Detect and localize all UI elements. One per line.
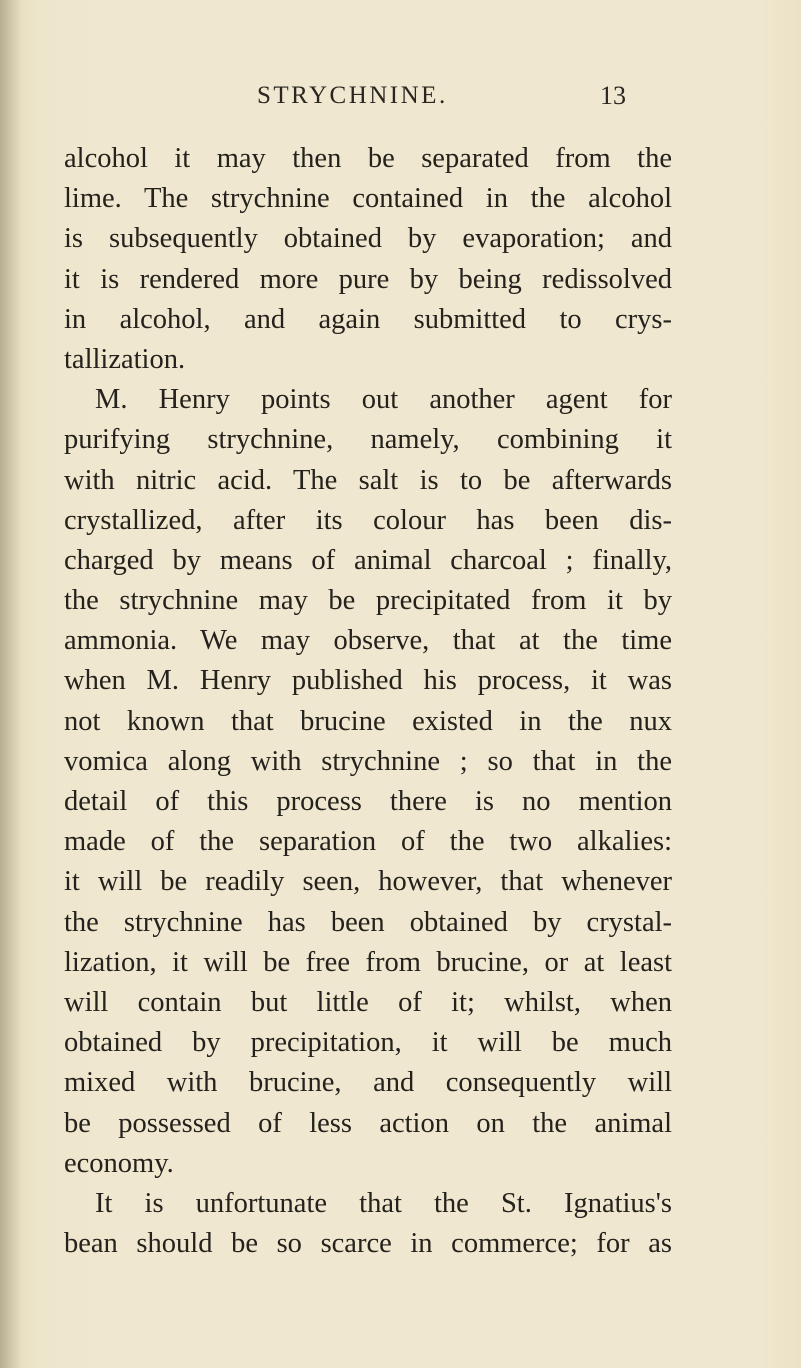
text-line: vomica along with strychnine ; so that in the: [64, 745, 672, 777]
running-title: STRYCHNINE.: [257, 82, 448, 109]
text-line: the strychnine has been obtained by crystal-: [64, 906, 672, 938]
text-line: lime. The strychnine contained in the alcohol: [64, 183, 672, 215]
page-gutter-shadow: [0, 0, 22, 1368]
text-line: it will be readily seen, however, that whenever: [64, 866, 672, 898]
paragraph-start-line: It is unfortunate that the St. Ignatius's: [95, 1187, 672, 1219]
text-line: purifying strychnine, namely, combining it: [64, 424, 672, 456]
text-line: will contain but little of it; whilst, when: [64, 986, 672, 1018]
text-line: charged by means of animal charcoal ; finally,: [64, 544, 672, 576]
text-line: ammonia. We may observe, that at the time: [64, 625, 672, 657]
text-line: the strychnine may be precipitated from it by: [64, 585, 672, 617]
page-number: 13: [600, 81, 626, 110]
text-line: when M. Henry published his process, it was: [64, 665, 672, 697]
text-line: crystallized, after its colour has been dis-: [64, 504, 672, 536]
text-line: be possessed of less action on the animal: [64, 1107, 672, 1139]
text-line: alcohol it may then be separated from the: [64, 143, 672, 174]
text-line: bean should be so scarce in commerce; for as: [64, 1228, 672, 1260]
text-line: with nitric acid. The salt is to be afterwards: [64, 464, 672, 496]
text-line: is subsequently obtained by evaporation; and: [64, 223, 672, 255]
body-text: [64, 139, 672, 1264]
text-line: made of the separation of the two alkalies:: [64, 826, 672, 858]
text-line: lization, it will be free from brucine, or at least: [64, 946, 672, 978]
page-header: [0, 78, 801, 118]
text-line: detail of this process there is no mention: [64, 786, 672, 817]
text-line: economy.: [64, 1147, 174, 1179]
text-line: tallization.: [64, 343, 186, 375]
text-line: not known that brucine existed in the nux: [64, 705, 672, 737]
text-line: it is rendered more pure by being redissolved: [64, 263, 672, 295]
text-line: obtained by precipitation, it will be much: [64, 1027, 672, 1059]
text-line: mixed with brucine, and consequently will: [64, 1067, 672, 1099]
text-line: in alcohol, and again submitted to crys-: [64, 303, 672, 335]
paragraph-start-line: M. Henry points out another agent for: [95, 384, 672, 416]
